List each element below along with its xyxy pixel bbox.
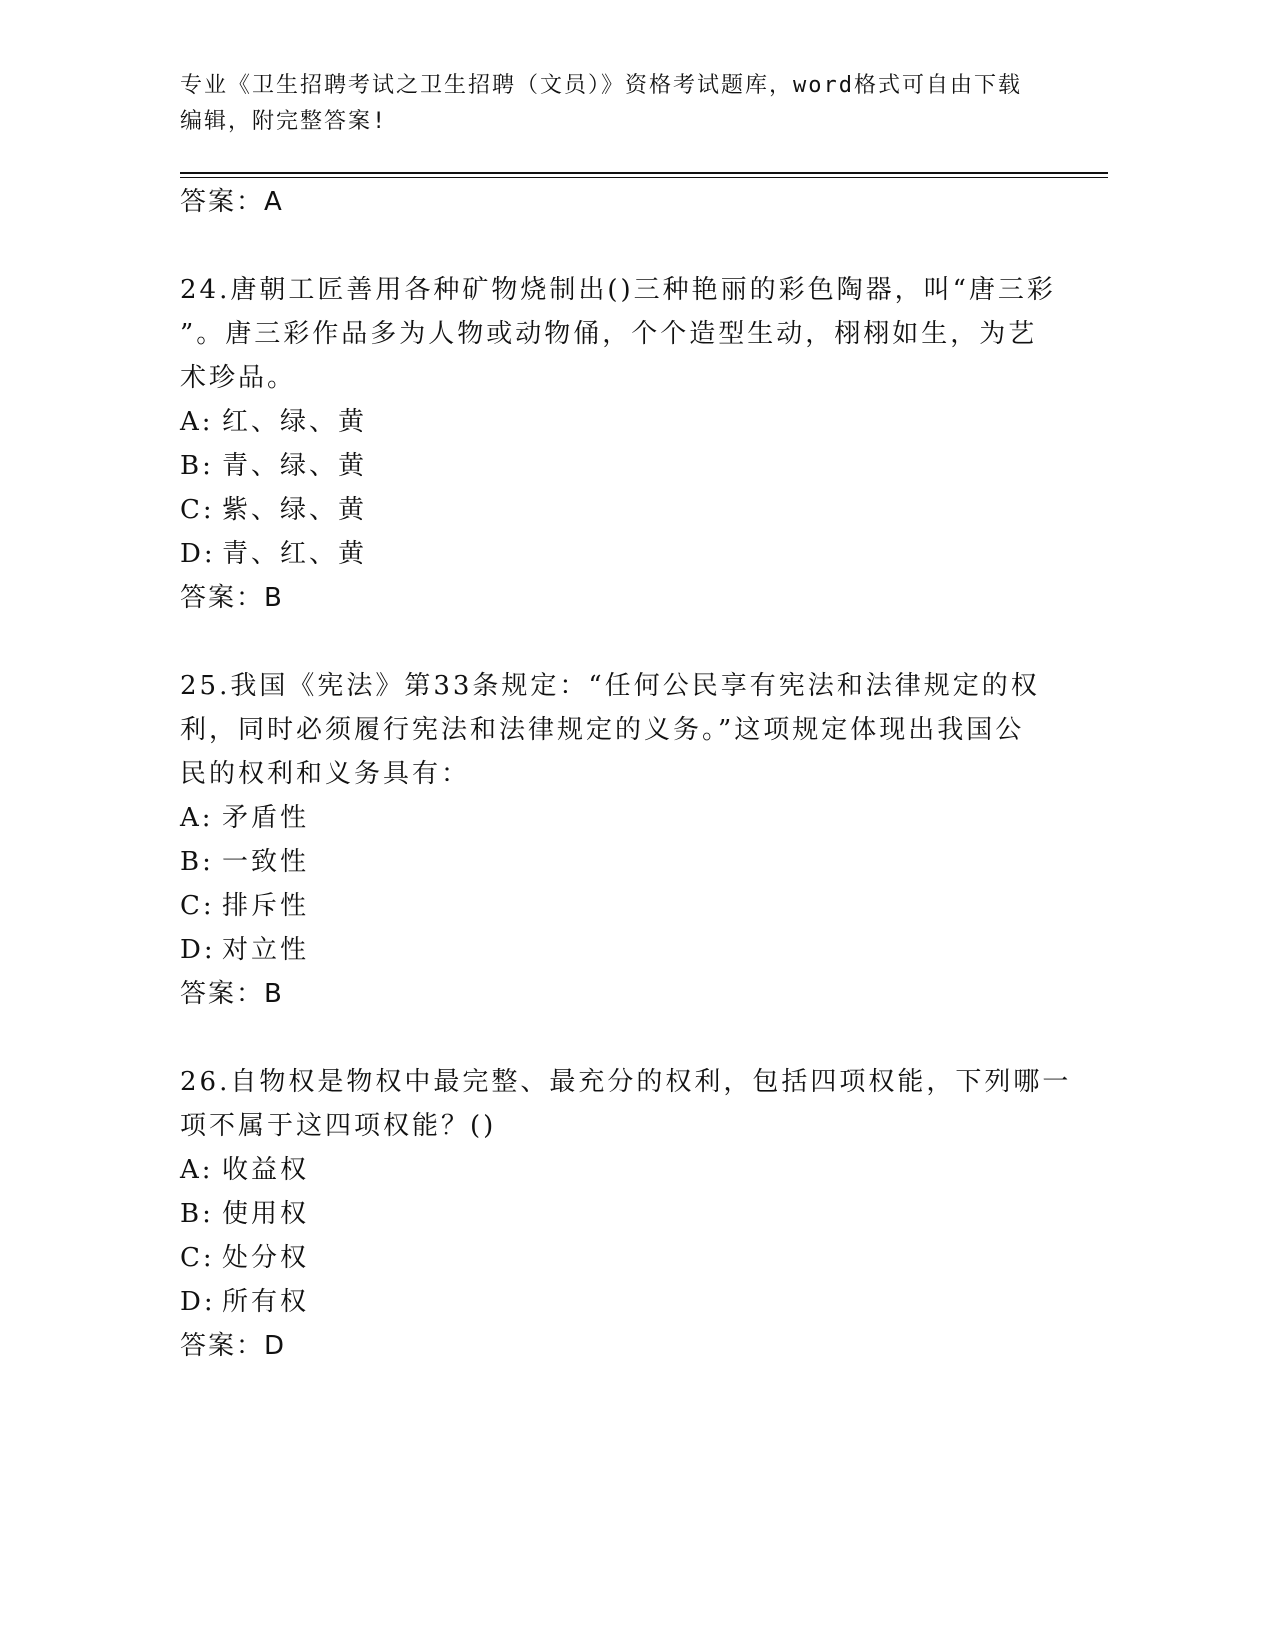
option-text: 紫、绿、黄 [222,495,368,525]
question-stem-line: 利，同时必须履行宪法和法律规定的义务。”这项规定体现出我国公 [180,715,1025,745]
option-letter: D: [180,1287,216,1317]
question-stem-line: 民的权利和义务具有： [180,759,471,789]
option-letter: D: [180,539,216,569]
question-list [180,180,1072,1368]
option-text: 排斥性 [222,891,310,921]
option-letter: A: [180,803,214,833]
option-letter: B: [180,847,214,877]
question-stem-line: 24.唐朝工匠善用各种矿物烧制出()三种艳丽的彩色陶器，叫“唐三彩 [180,275,1056,305]
option-b [180,1192,1050,1236]
option-text: 红、绿、黄 [222,407,368,437]
option-b [180,840,1050,884]
answer-line: 答案：B [180,979,284,1009]
option-letter: A: [180,1155,214,1185]
option-b [180,444,1050,488]
spacer [180,1016,1050,1060]
option-d [180,1280,1050,1324]
option-c [180,488,1050,532]
option-text: 收益权 [222,1155,310,1185]
option-letter: B: [180,1199,214,1229]
option-text: 对立性 [222,935,310,965]
option-c [180,1236,1050,1280]
option-text: 所有权 [222,1287,310,1317]
header-divider-thin [180,177,1108,178]
option-letter: B: [180,451,214,481]
option-letter: C: [180,1243,215,1273]
option-letter: C: [180,891,215,921]
header-line-1: 专业《卫生招聘考试之卫生招聘（文员）》资格考试题库，word格式可自由下载 [180,73,1022,98]
option-c [180,884,1050,928]
option-text: 使用权 [222,1199,310,1229]
option-letter: C: [180,495,215,525]
answer-line: 答案：D [180,1331,287,1361]
option-letter: D: [180,935,216,965]
document-header [180,68,1040,140]
option-a [180,1148,1050,1192]
question-stem-line: 术珍品。 [180,363,297,393]
option-d [180,928,1050,972]
option-d [180,532,1050,576]
header-divider-thick [180,172,1108,174]
option-letter: A: [180,407,214,437]
question-stem-line: ”。唐三彩作品多为人物或动物俑，个个造型生动，栩栩如生，为艺 [180,319,1038,349]
option-text: 青、绿、黄 [222,451,368,481]
option-text: 矛盾性 [222,803,310,833]
question-block [180,664,1050,1016]
question-stem-line: 25.我国《宪法》第33条规定：“任何公民享有宪法和法律规定的权 [180,671,1040,701]
previous-answer: 答案：A [180,187,284,217]
question-block [180,1060,1072,1368]
header-line-2: 编辑，附完整答案! [180,109,388,134]
question-block [180,268,1056,620]
option-text: 一致性 [222,847,310,877]
spacer [180,224,1050,268]
option-text: 处分权 [222,1243,310,1273]
option-text: 青、红、黄 [222,539,368,569]
question-stem-line: 26.自物权是物权中最完整、最充分的权利，包括四项权能，下列哪一 [180,1067,1072,1097]
answer-line: 答案：B [180,583,284,613]
question-stem-line: 项不属于这四项权能？() [180,1111,497,1141]
spacer [180,620,1050,664]
option-a [180,400,1050,444]
option-a [180,796,1050,840]
